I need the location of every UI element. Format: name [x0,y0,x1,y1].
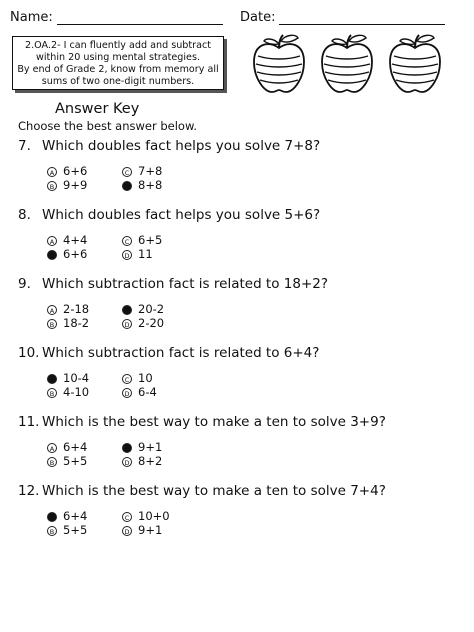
answer-option[interactable] [47,371,89,385]
answer-option[interactable] [122,302,164,316]
answer-option[interactable] [122,523,162,537]
filled-bubble-icon[interactable]: A [47,512,57,522]
answer-bubble-icon[interactable]: B [47,526,57,536]
filled-bubble-icon[interactable]: B [47,250,57,260]
question-text [18,345,319,361]
option-text: 9+1 [138,523,163,537]
filled-bubble-icon[interactable]: C [122,305,132,315]
answer-bubble-icon[interactable]: D [122,457,132,467]
answer-key-title: Answer Key [55,101,140,117]
answer-bubble-icon[interactable]: A [47,167,57,177]
option-text: 9+9 [63,178,88,192]
answer-bubble-icon[interactable]: D [122,250,132,260]
answer-bubble-icon[interactable]: C [122,167,132,177]
instructions: Choose the best answer below. [18,119,197,133]
answer-bubble-icon[interactable]: C [122,512,132,522]
answer-option[interactable] [47,247,87,261]
question-text [18,276,328,292]
option-text: 10-4 [63,371,90,385]
option-text: 2-18 [63,302,90,316]
option-text: 11 [138,247,153,261]
option-text: 6-4 [138,385,157,399]
answer-option[interactable] [47,233,87,247]
question-prompt: Which is the best way to make a ten to solve 3+9? [42,414,386,430]
name-label: Name: [10,10,53,25]
answer-option[interactable] [47,178,87,192]
answer-option[interactable] [47,164,87,178]
option-text: 6+6 [63,164,88,178]
answer-option[interactable] [122,371,153,385]
question-text [18,138,320,154]
option-text: 20-2 [138,302,165,316]
apple-icon [318,32,376,94]
filled-bubble-icon[interactable]: C [122,443,132,453]
apple-icon [386,32,444,94]
answer-bubble-icon[interactable]: B [47,388,57,398]
option-text: 10 [138,371,153,385]
question-prompt: Which subtraction fact is related to 18+2? [42,276,329,292]
date-field [240,10,445,25]
question-number: 10. [18,345,40,361]
answer-option[interactable] [122,316,164,330]
name-field [10,10,223,25]
option-text: 4-10 [63,385,90,399]
answer-option[interactable] [122,178,162,192]
standard-line: 2.OA.2- I can fluently add and subtract [24,40,211,51]
option-text: 6+4 [63,509,88,523]
answer-option[interactable] [122,164,162,178]
option-text: 10+0 [138,509,170,523]
filled-bubble-icon[interactable]: A [47,374,57,384]
option-text: 7+8 [138,164,163,178]
option-text: 2-20 [138,316,165,330]
question-text [18,483,386,499]
answer-bubble-icon[interactable]: D [122,526,132,536]
question-number: 8. [18,207,31,223]
date-label: Date: [240,10,276,25]
answer-option[interactable] [47,385,89,399]
question-number: 7. [18,138,31,154]
question-prompt: Which subtraction fact is related to 6+4? [42,345,320,361]
option-text: 4+4 [63,233,88,247]
question-number: 9. [18,276,31,292]
answer-option[interactable] [122,440,162,454]
answer-bubble-icon[interactable]: B [47,319,57,329]
answer-option[interactable] [122,509,170,523]
date-line[interactable] [279,10,445,25]
answer-option[interactable] [47,440,87,454]
standard-line: sums of two one-digit numbers. [41,76,195,87]
answer-option[interactable] [47,509,87,523]
option-text: 5+5 [63,454,88,468]
option-text: 18-2 [63,316,90,330]
option-text: 8+8 [138,178,163,192]
answer-option[interactable] [47,302,89,316]
option-text: 6+5 [138,233,163,247]
filled-bubble-icon[interactable]: D [122,181,132,191]
answer-option[interactable] [122,233,162,247]
option-text: 6+6 [63,247,88,261]
answer-bubble-icon[interactable]: C [122,236,132,246]
question-text [18,414,386,430]
answer-option[interactable] [122,385,157,399]
answer-option[interactable] [47,316,89,330]
answer-option[interactable] [47,454,87,468]
question-text [18,207,320,223]
option-text: 9+1 [138,440,163,454]
answer-option[interactable] [122,247,153,261]
answer-bubble-icon[interactable]: B [47,457,57,467]
answer-bubble-icon[interactable]: B [47,181,57,191]
option-text: 6+4 [63,440,88,454]
answer-bubble-icon[interactable]: A [47,236,57,246]
standard-line: within 20 using mental strategies. [35,52,200,63]
standard-box [12,36,224,90]
question-prompt: Which doubles fact helps you solve 5+6? [42,207,321,223]
answer-option[interactable] [122,454,162,468]
option-text: 5+5 [63,523,88,537]
answer-bubble-icon[interactable]: C [122,374,132,384]
apple-icon [250,32,308,94]
question-number: 11. [18,414,40,430]
answer-option[interactable] [47,523,87,537]
standard-line: By end of Grade 2, know from memory all [17,64,219,75]
answer-bubble-icon[interactable]: A [47,305,57,315]
answer-bubble-icon[interactable]: A [47,443,57,453]
answer-bubble-icon[interactable]: D [122,319,132,329]
answer-bubble-icon[interactable]: D [122,388,132,398]
option-text: 8+2 [138,454,163,468]
question-prompt: Which doubles fact helps you solve 7+8? [42,138,321,154]
question-number: 12. [18,483,40,499]
name-line[interactable] [57,10,223,25]
question-prompt: Which is the best way to make a ten to solve 7+4? [42,483,386,499]
